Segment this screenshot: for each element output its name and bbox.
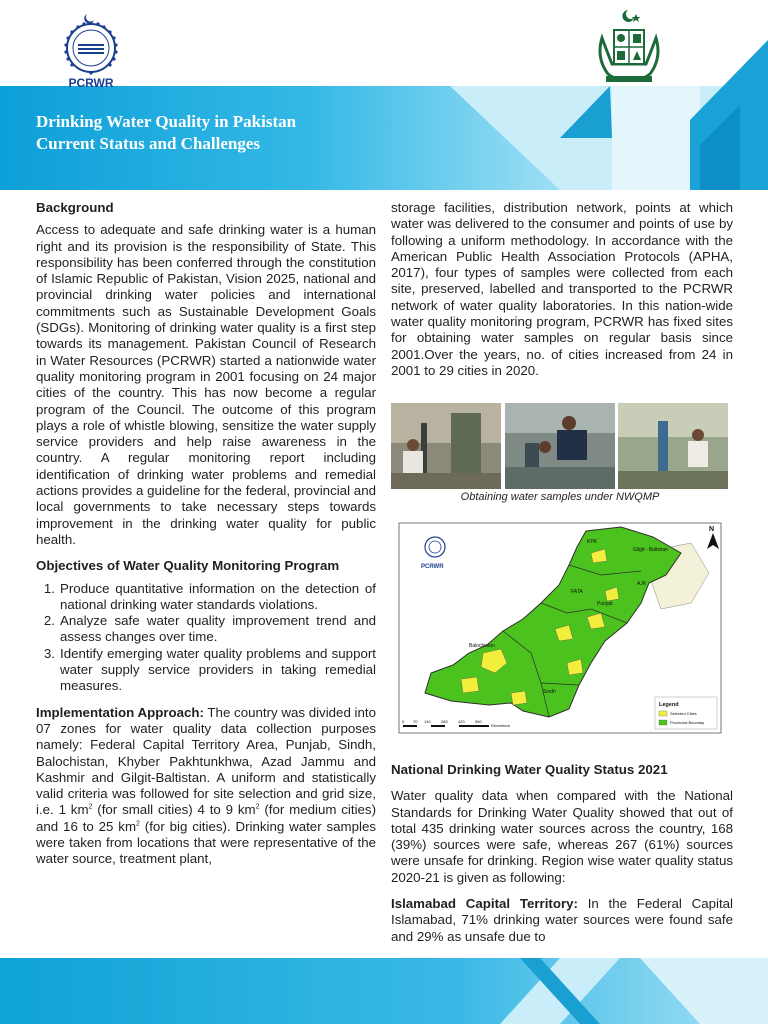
map-region-label: FATA	[571, 589, 583, 595]
implementation-text-b: (for small cities) 4 to 9 km	[92, 802, 256, 818]
footer-banner	[0, 958, 768, 1024]
methodology-text: storage facilities, distribution network, points at which water was delivered to the consumer and points of use by following a uniform methodology. In accordance with the American Public Health Association Protocols (APHA, 2017), four types of samples were collected from each site, preserved, labelled and transported to the PCRWR network of water quality laboratories. In this nation-wide water quality monitoring program, PCRWR has fixed sites for obtaining water samples on regular basis since 2001.Over the years, no. of cities increased from 24 in 2001 to 29 cities in 2020.	[391, 200, 733, 378]
list-item-number: 2.	[43, 613, 55, 629]
map-region-label: Gilgit - Baltistan	[633, 547, 669, 553]
left-column	[36, 200, 376, 868]
map-region-label: Punjab	[597, 601, 613, 607]
sampling-photos	[391, 403, 729, 489]
sampling-photo-3	[618, 403, 729, 489]
scale-tick: 70	[413, 719, 418, 724]
scale-unit: Kilometers	[491, 723, 510, 728]
status-section	[391, 762, 733, 945]
scale-tick: 140	[424, 719, 431, 724]
list-item	[36, 581, 376, 614]
sampling-photo-1	[391, 403, 502, 489]
footer-background	[0, 958, 768, 1024]
list-item-number: 3.	[43, 645, 55, 661]
legend-title: Legend	[659, 702, 679, 708]
scale-tick: 280	[441, 719, 448, 724]
legend-provincial-boundary: Provincial Bounday	[670, 720, 705, 725]
superscript: 2	[136, 820, 140, 828]
implementation-text-d: (for big cities). Drinking water samples were taken from locations that were representative of the water source, treatment plant,	[36, 818, 377, 867]
objectives-list	[36, 581, 376, 695]
scale-tick: 0	[402, 719, 405, 724]
list-item-text: Identify emerging water quality problems and support water supply service providers in taking remedial measures.	[60, 645, 376, 694]
superscript: 2	[88, 803, 93, 811]
title-line-2: Current Status and Challenges	[36, 134, 261, 153]
header-banner	[0, 0, 768, 190]
north-label: N	[709, 526, 715, 533]
selected-city-area	[511, 691, 527, 705]
ict-lead: Islamabad Capital Territory:	[391, 896, 578, 912]
scale-tick: 420	[458, 719, 465, 724]
legend-selected-cities: Selected Cities	[670, 711, 697, 716]
right-column-intro	[391, 200, 733, 379]
photos-caption: Obtaining water samples under NWQMP	[460, 491, 660, 503]
pcrwr-logo	[54, 10, 128, 92]
scale-bar	[403, 725, 489, 727]
state-emblem-icon	[592, 8, 666, 88]
objectives-heading: Objectives of Water Quality Monitoring Program	[36, 558, 340, 574]
list-item-text: Produce quantitative information on the detection of national drinking water standards violations.	[60, 580, 376, 612]
map-region-label: Sindh	[543, 689, 556, 695]
map-logo-label: PCRWR	[421, 564, 444, 570]
water-quality-map	[391, 513, 729, 745]
implementation-text-a: The country was divided into 07 zones for water quality data collection purposes namely: Federal Capital Territory Area, Punjab, Sindh, Balochistan, Khyber Pakhtunkhwa, Azad Jammu and Kashmir and Gilgit-Baltistan. A uniform and statistically valid criteria was followed for site selection and grid size, i.e. 1 km	[36, 704, 376, 818]
status-text: Water quality data when compared with the National Standards for Drinking Water Quality showed that out of total 435 drinking water sources across the country, 168 (39%) sources were safe, whereas 267 (61%) sources were unsafe for drinking. Region wise water quality status 2020-21 is given as following:	[391, 788, 733, 885]
implementation-lead: Implementation Approach:	[36, 704, 204, 720]
scale-tick: 560	[475, 719, 482, 724]
background-text: Access to adequate and safe drinking water is a human right and its provision is the responsibility of State. This responsibility has been conferred through the constitution of Islamic Republic of Pakistan, Vision 2025, national and provincial drinking water policies and international commitments such as Sustainable Development Goals (SDGs). Monitoring of drinking water quality is a first step towards its management. Pakistan Council of Research in Water Resources (PCRWR) started a nationwide water quality monitoring program in 2001 focusing on 24 major cities of the country. This has now become a regular program of the Council. The outcome of this program plays a role of whistle blowing, sensitize the water supply service providers and help raise awareness in the country. A regular monitoring report including identification of drinking water problems and remedial actions provides a guideline for the federal, provincial and local governments to take necessary steps towards improvement in the drinking water quality for public health.	[36, 222, 376, 547]
status-heading: National Drinking Water Quality Status 2021	[391, 762, 668, 777]
map-region-label: Balochistan	[469, 643, 495, 649]
list-item	[36, 613, 376, 646]
implementation-text-c: (for medium cities) and 16 to 25 km	[36, 802, 377, 834]
list-item	[36, 646, 376, 695]
superscript: 2	[255, 803, 260, 811]
list-item-number: 1.	[43, 580, 55, 596]
map-region-label: AJK	[637, 581, 647, 587]
ict-text: In the Federal Capital Islamabad, 71% drinking water sources were found safe and 29% as unsafe due to	[391, 896, 733, 944]
ict-paragraph	[391, 896, 733, 945]
page-title	[36, 111, 296, 155]
sampling-photo-2	[505, 403, 616, 489]
list-item-text: Analyze safe water quality improvement trend and assess changes over time.	[60, 613, 376, 645]
background-heading: Background	[36, 200, 114, 215]
pcrwr-emblem-icon	[54, 10, 128, 76]
pakistan-map	[391, 513, 729, 745]
map-region-label: KPK	[587, 539, 598, 545]
implementation-paragraph	[36, 705, 376, 868]
government-emblem	[592, 8, 666, 88]
selected-city-area	[461, 677, 479, 693]
title-line-1: Drinking Water Quality in Pakistan	[36, 112, 297, 131]
pcrwr-logo-label: PCRWR	[68, 76, 114, 90]
